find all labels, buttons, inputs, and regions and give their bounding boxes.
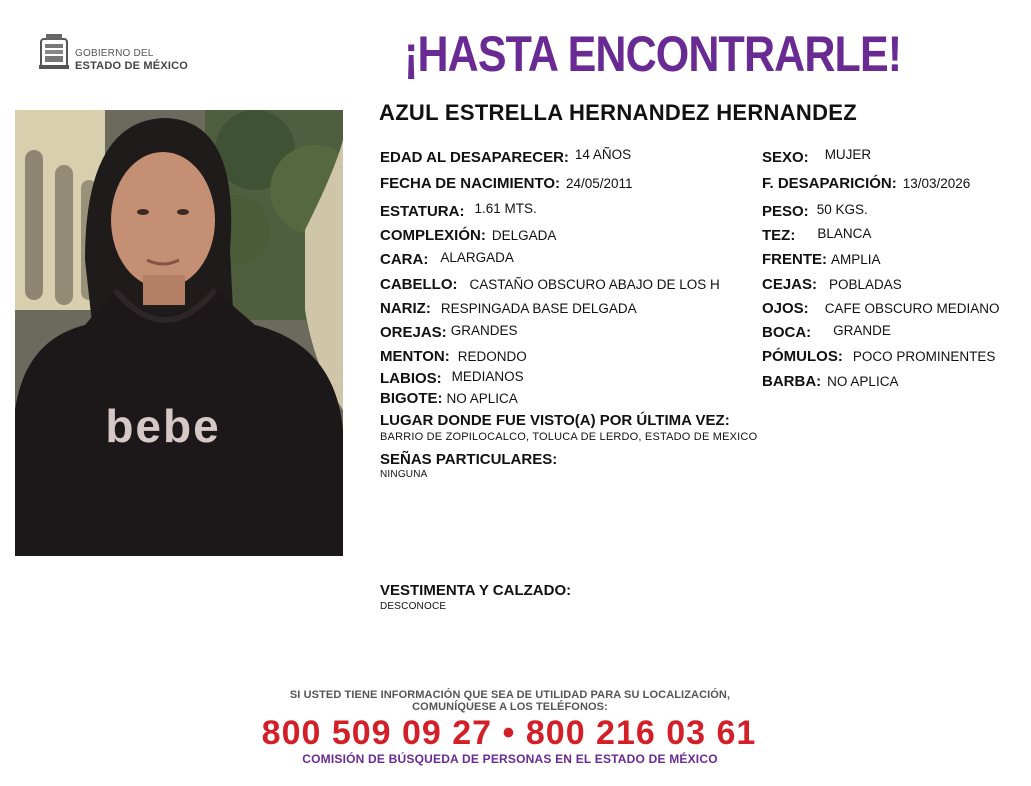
- field-cejas: [762, 276, 902, 294]
- field-label: FECHA DE NACIMIENTO:: [380, 175, 560, 192]
- contact-phones: 800 509 09 27 • 800 216 03 61: [261, 714, 757, 752]
- field-complexion: [380, 227, 556, 245]
- last-seen-text: BARRIO DE ZOPILOCALCO, TOLUCA DE LERDO, ESTADO DE MEXICO: [380, 431, 758, 443]
- field-label: PÓMULOS:: [762, 348, 843, 365]
- field-value: MEDIANOS: [451, 369, 524, 384]
- field-value: AMPLIA: [831, 252, 881, 267]
- field-label: NARIZ:: [380, 300, 431, 317]
- photo-illustration: [15, 110, 343, 556]
- field-label: LABIOS:: [380, 370, 442, 387]
- field-cara: [380, 251, 514, 269]
- field-value: GRANDE: [833, 323, 891, 338]
- field-value: ALARGADA: [440, 250, 514, 265]
- field-bigote: [380, 390, 518, 408]
- field-desaparicion: [762, 175, 970, 193]
- headline: ¡HASTA ENCONTRARLE!: [404, 26, 902, 82]
- field-value: REDONDO: [457, 349, 527, 364]
- hoodie-print: bebe: [105, 400, 221, 452]
- field-value: POBLADAS: [829, 277, 902, 292]
- field-nariz: [380, 300, 637, 318]
- field-edad: [380, 149, 631, 167]
- field-label: TEZ:: [762, 227, 796, 244]
- field-label: ESTATURA:: [380, 203, 465, 220]
- government-logo: [38, 33, 198, 73]
- field-orejas: [380, 324, 517, 342]
- footer-info-line2: COMUNÍQUESE A LOS TELÉFONOS:: [412, 701, 608, 713]
- field-cabello: [380, 276, 720, 294]
- field-sexo: [762, 149, 871, 167]
- last-seen-title: LUGAR DONDE FUE VISTO(A) POR ÚLTIMA VEZ:: [380, 412, 730, 429]
- field-pomulos: [762, 348, 995, 366]
- field-value: NO APLICA: [446, 391, 518, 406]
- field-value: 14 AÑOS: [574, 147, 632, 162]
- clothing-title: VESTIMENTA Y CALZADO:: [380, 582, 572, 599]
- person-name: AZUL ESTRELLA HERNANDEZ HERNANDEZ: [379, 100, 858, 125]
- footer-info-line1: SI USTED TIENE INFORMACIÓN QUE SEA DE UTILIDAD PARA SU LOCALIZACIÓN,: [289, 689, 731, 701]
- field-label: FRENTE:: [762, 251, 827, 268]
- distinguishing-marks-text: NINGUNA: [380, 469, 428, 480]
- field-value: POCO PROMINENTES: [852, 349, 996, 364]
- field-peso: [762, 203, 868, 221]
- field-label: PESO:: [762, 203, 809, 220]
- logo-text-line1: GOBIERNO DEL: [75, 48, 154, 59]
- field-value: GRANDES: [450, 323, 518, 338]
- field-nacimiento: [380, 175, 633, 193]
- field-label: COMPLEXIÓN:: [380, 227, 486, 244]
- field-value: 13/03/2026: [902, 176, 971, 191]
- distinguishing-marks-title: SEÑAS PARTICULARES:: [380, 451, 558, 468]
- field-label: BIGOTE:: [380, 390, 443, 407]
- clothing-text: DESCONOCE: [380, 601, 447, 612]
- field-label: MENTON:: [380, 348, 450, 365]
- field-value: MUJER: [824, 147, 872, 162]
- logo-text-line2: ESTADO DE MÉXICO: [75, 60, 189, 72]
- field-label: CEJAS:: [762, 276, 818, 293]
- field-label: OREJAS:: [380, 324, 447, 341]
- field-labios: [380, 370, 524, 388]
- field-boca: [762, 324, 891, 342]
- field-value: NO APLICA: [827, 374, 899, 389]
- field-value: BLANCA: [817, 226, 872, 241]
- field-estatura: [380, 203, 537, 221]
- field-value: 1.61 MTS.: [474, 201, 537, 216]
- field-ojos: [762, 300, 999, 318]
- field-label: F. DESAPARICIÓN:: [762, 175, 897, 192]
- field-label: BOCA:: [762, 324, 812, 341]
- field-menton: [380, 348, 527, 366]
- field-value: RESPINGADA BASE DELGADA: [440, 301, 637, 316]
- field-value: CAFE OBSCURO MEDIANO: [824, 301, 1000, 316]
- field-value: 24/05/2011: [566, 176, 633, 191]
- field-label: SEXO:: [762, 149, 809, 166]
- field-value: CASTAÑO OBSCURO ABAJO DE LOS H: [469, 277, 720, 292]
- field-barba: [762, 373, 898, 391]
- field-value: DELGADA: [491, 228, 557, 243]
- field-label: EDAD AL DESAPARECER:: [380, 149, 569, 166]
- field-label: CARA:: [380, 251, 429, 268]
- coat-of-arms-icon: [38, 33, 70, 71]
- field-tez: [762, 227, 871, 245]
- field-label: CABELLO:: [380, 276, 458, 293]
- missing-person-photo: [15, 110, 343, 556]
- field-label: BARBA:: [762, 373, 822, 390]
- field-value: 50 KGS.: [816, 202, 868, 217]
- commission-name: COMISIÓN DE BÚSQUEDA DE PERSONAS EN EL ESTADO DE MÉXICO: [302, 752, 718, 766]
- field-frente: [762, 251, 881, 269]
- field-label: OJOS:: [762, 300, 809, 317]
